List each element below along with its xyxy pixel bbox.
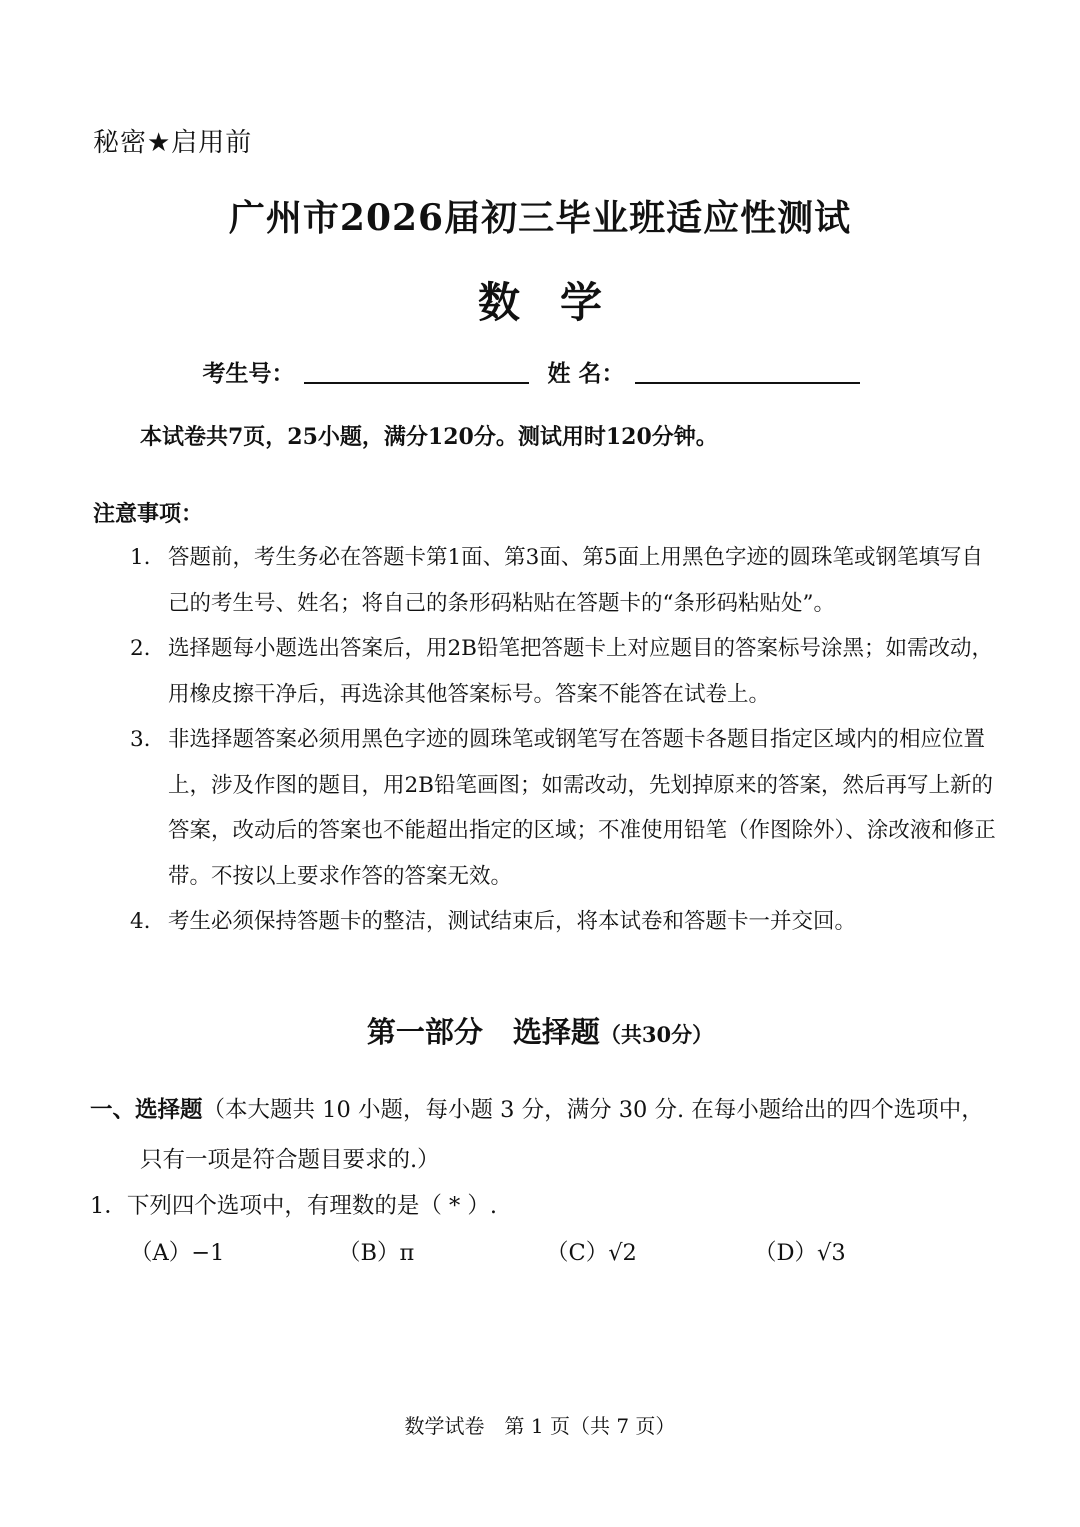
option-label: （B）	[338, 1240, 400, 1266]
notes-list	[130, 535, 1000, 945]
name-label: 姓 名：	[547, 361, 625, 387]
option-value: π	[399, 1240, 415, 1266]
part-label: 第一部分	[366, 1015, 483, 1049]
section-desc-line2: 只有一项是符合题目要求的.）	[140, 1147, 440, 1173]
section-desc-line1: （本大题共 10 小题，每小题 3 分，满分 30 分. 在每小题给出的四个选项中，	[202, 1097, 984, 1123]
note-item	[130, 535, 1000, 626]
note-number: 3.	[130, 727, 151, 752]
option-b	[338, 1235, 546, 1267]
option-d	[754, 1235, 962, 1267]
note-item	[130, 717, 1000, 899]
section-heading	[90, 1085, 1010, 1185]
exam-title: 广州市2026届初三毕业班适应性测试	[228, 197, 852, 239]
part-score: （共30分）	[599, 1022, 714, 1047]
subject-title: 数学	[477, 278, 642, 327]
question-stem: 1．下列四个选项中，有理数的是（ * ）.	[90, 1193, 498, 1219]
part-name: 选择题	[512, 1015, 600, 1049]
note-text: 选择题每小题选出答案后，用2B铅笔把答题卡上对应题目的答案标号涂黑；如需改动，用橡皮擦干净后，再选涂其他答案标号。答案不能答在试卷上。	[168, 636, 993, 707]
name-blank[interactable]	[635, 360, 860, 384]
exam-summary: 本试卷共7页，25小题，满分120分。测试用时120分钟。	[140, 424, 718, 450]
option-value: √2	[608, 1240, 637, 1266]
confidential-label: 秘密★启用前	[93, 128, 253, 158]
note-item	[130, 626, 1000, 717]
notes-title: 注意事项：	[93, 502, 204, 527]
note-text: 非选择题答案必须用黑色字迹的圆珠笔或钢笔写在答题卡各题目指定区域内的相应位置上，涉及作图的题目，用2B铅笔画图；如需改动，先划掉原来的答案，然后再写上新的答案，改动后的答案也不能超出指定的区域；不准使用铅笔（作图除外）、涂改液和修正带。不按以上要求作答的答案无效。	[168, 727, 996, 889]
part-heading	[0, 1010, 1080, 1051]
note-number: 1.	[130, 545, 151, 570]
note-number: 4.	[130, 909, 151, 934]
student-id-label: 考生号：	[202, 361, 295, 387]
option-value: −1	[191, 1240, 225, 1266]
option-label: （C）	[546, 1240, 609, 1266]
note-text: 考生必须保持答题卡的整洁，测试结束后，将本试卷和答题卡一并交回。	[168, 909, 857, 934]
option-label: （D）	[754, 1240, 818, 1266]
student-id-blank[interactable]	[304, 360, 529, 384]
option-a	[130, 1235, 338, 1267]
note-item	[130, 899, 1000, 945]
option-c	[546, 1235, 754, 1267]
student-info-fields	[0, 355, 1080, 388]
question-options	[130, 1235, 962, 1267]
option-value: √3	[817, 1240, 846, 1266]
section-number: 一、选择题	[90, 1097, 203, 1123]
option-label: （A）	[130, 1240, 192, 1266]
note-number: 2.	[130, 636, 151, 661]
page-footer: 数学试卷 第 1 页（共 7 页）	[404, 1414, 676, 1438]
note-text: 答题前，考生务必在答题卡第1面、第3面、第5面上用黑色字迹的圆珠笔或钢笔填写自己的考生号、姓名；将自己的条形码粘贴在答题卡的“条形码粘贴处”。	[168, 545, 984, 616]
